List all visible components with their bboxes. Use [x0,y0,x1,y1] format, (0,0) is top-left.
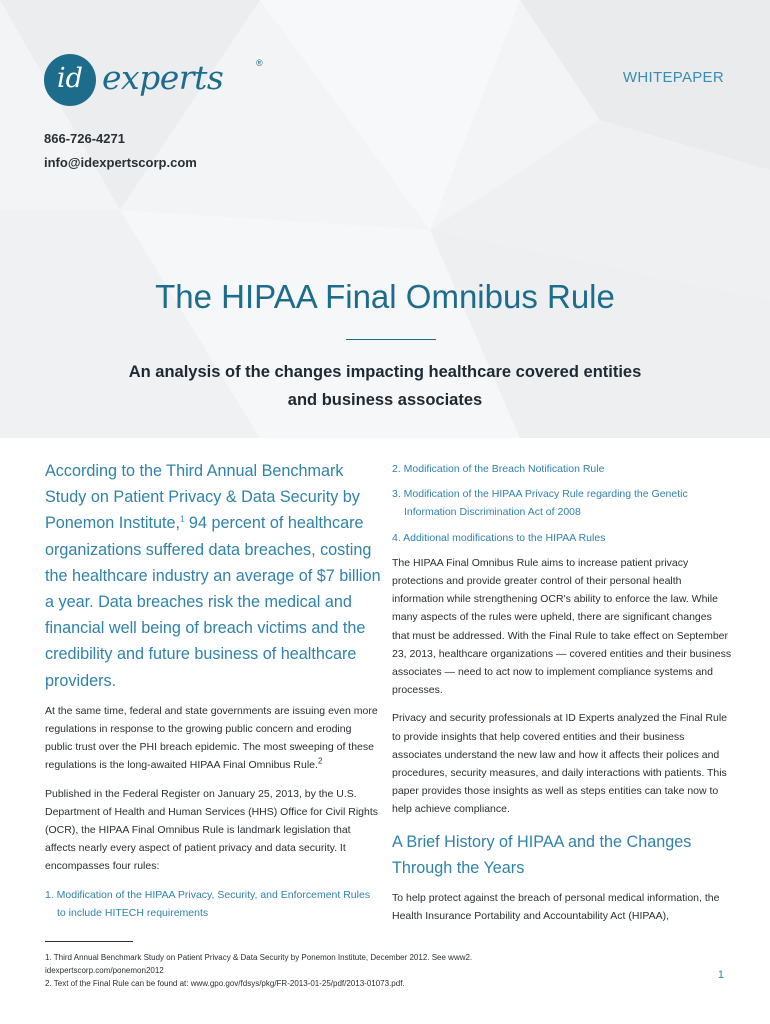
lead-text-part1: According to the Third Annual Benchmark Study on Patient Privacy & Data Security by Ponemon Institute, [45,462,360,533]
body-paragraph [45,702,381,775]
subtitle-line-1: An analysis of the changes impacting healthcare covered entities [128,363,642,381]
bg-shard [260,0,520,230]
list-item: 2. Modification of the Breach Notification Rule [392,463,605,475]
lead-paragraph [45,458,381,694]
footnotes [45,951,645,990]
phone-number: 866-726-4271 [44,131,125,146]
document-type-label: WHITEPAPER [622,69,724,86]
document-title: The HIPAA Final Omnibus Rule [155,278,615,315]
subtitle-line-2: and business associates [287,391,483,409]
right-column [392,460,732,935]
footnote-1-line-2: idexpertscorp.com/ponemon2012 [45,966,164,975]
footnote-1-line-1: 1. Third Annual Benchmark Study on Patient Privacy & Data Security by Ponemon Institute, December 2012. See www2. [45,953,473,962]
body-paragraph: Privacy and security professionals at ID Experts analyzed the Final Rule to provide insights that help covered entities and their business associates understand the new law and how it affects their polices and procedures, security measures, and daily interactions with patients. This paper provides those insights as well as steps entities can take now to help achieve compliance. [392,712,727,816]
title-divider [346,339,436,340]
footnote-divider [45,941,133,942]
contact-info [44,129,197,177]
footnote-2: 2. Text of the Final Rule can be found at: www.gpo.gov/fdsys/pkg/FR-2013-01-25/pdf/2013-01073.pdf. [45,979,405,988]
lead-text-part2: 94 percent of healthcare organizations suffered data breaches, costing the healthcare industry an average of $7 billion a year. Data breaches risk the medical and financial well being of breach victims and the credibility and future business of healthcare providers. [45,514,381,690]
body-paragraph: To help protect against the breach of personal medical information, the Health Insurance Portability and Accountability Act (HIPAA), [392,891,720,922]
document-subtitle [90,358,680,414]
email-address: info@idexpertscorp.com [44,155,197,170]
logo-wordmark: experts [102,58,224,97]
footnote-ref-2: 2 [317,756,323,766]
logo-mark: id [44,54,96,106]
paragraph-text: At the same time, federal and state governments are issuing even more regulations in response to the growing public concern and eroding public trust over the PHI breach epidemic. The most sweeping of these regulations is the long-awaited HIPAA Final Omnibus Rule. [45,704,378,772]
list-item: 4. Additional modifications to the HIPAA Rules [392,531,606,544]
body-paragraph: The HIPAA Final Omnibus Rule aims to increase patient privacy protections and provide greater control of their personal health information while strengthening OCR's ability to enforce the law. While many aspects of the rules were upheld, there are significant changes that must be addressed. With the Final Rule to take effect on September 23, 2013, healthcare organizations — covered entities and their business associates — need to act now to implement compliance systems and processes. [392,556,732,697]
header-banner [0,0,770,438]
left-column [45,458,381,930]
company-logo [44,54,263,106]
page-number: 1 [717,969,724,981]
footnote-ref-1: 1 [179,515,185,525]
body-paragraph: Published in the Federal Register on January 25, 2013, by the U.S. Department of Health and Human Services (HHS) Office for Civil Rights (OCR), the HIPAA Final Omnibus Rule is landmark legislation that affects nearly every aspect of patient privacy and data security. It encompasses four rules: [45,787,379,873]
list-item: 3. Modification of the HIPAA Privacy Rule regarding the Genetic Information Discrimination Act of 2008 [392,488,688,519]
rules-list-continued [392,460,732,547]
section-heading: A Brief History of HIPAA and the Changes Through the Years [392,832,692,877]
rules-list [45,886,381,922]
registered-mark: ® [256,58,263,68]
list-item: 1. Modification of the HIPAA Privacy, Security, and Enforcement Rules to include HITECH requirements [45,888,371,919]
